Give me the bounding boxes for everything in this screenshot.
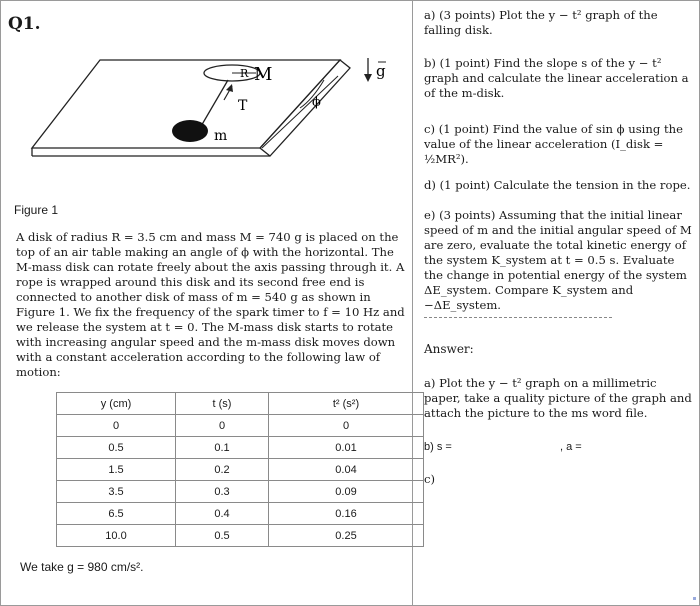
- table-cell: 1.5: [57, 459, 176, 481]
- answer-heading: Answer:: [424, 342, 474, 356]
- figure-1-diagram: [0, 0, 412, 200]
- part-c: c) (1 point) Find the value of sin ϕ using the value of the linear acceleration (I_disk = ½MR²).: [424, 122, 683, 166]
- table-header-row: [57, 393, 424, 415]
- header-t2: t² (s²): [269, 393, 424, 415]
- table-cell: 0.04: [269, 459, 424, 481]
- problem-text: A disk of radius R = 3.5 cm and mass M = 740 g is placed on the top of an air table making an angle of ϕ with the horizontal. The M-mass disk can rotate freely about the axis passing through it. A rope is wrapped around this disk and its second free end is connected to another disk of mass of m = 540 g as shown in Figure 1. We fix the frequency of the spark timer to f = 10 Hz and we release the system at t = 0. The M-mass disk starts to rotate with increasing angular speed and the m-mass disk moves down with a constant acceleration according to the following law of motion:: [16, 230, 405, 379]
- label-phi: ϕ: [312, 95, 321, 110]
- part-d: d) (1 point) Calculate the tension in the rope.: [424, 178, 691, 192]
- header-y: y (cm): [57, 393, 176, 415]
- table-cell: 0.2: [176, 459, 269, 481]
- table-cell: 0.1: [176, 437, 269, 459]
- table-cell: 0.4: [176, 503, 269, 525]
- table-cell: 0.5: [176, 525, 269, 547]
- header-t: t (s): [176, 393, 269, 415]
- answer-b-a-label: , a =: [560, 441, 582, 453]
- table-cell: 0.5: [57, 437, 176, 459]
- section-divider: [424, 317, 612, 318]
- table-cell: 0.16: [269, 503, 424, 525]
- table-row: [57, 503, 424, 525]
- corner-mark: [693, 597, 696, 600]
- table-row: [57, 525, 424, 547]
- label-R: R: [240, 67, 249, 80]
- table-row: [57, 415, 424, 437]
- part-b: b) (1 point) Find the slope s of the y − t² graph and calculate the linear acceleration a of the m-disk.: [424, 56, 689, 100]
- answer-b-label: b) s =: [424, 441, 452, 453]
- part-a: a) (3 points) Plot the y − t² graph of the falling disk.: [424, 8, 658, 37]
- table-row: [57, 481, 424, 503]
- figure-caption: Figure 1: [14, 203, 59, 217]
- air-table-side: [260, 60, 350, 156]
- table-cell: 0.09: [269, 481, 424, 503]
- label-T: T: [238, 98, 248, 114]
- label-M: M: [254, 64, 273, 85]
- part-e: e) (3 points) Assuming that the initial linear speed of m and the initial angular speed of M are zero, evaluate the total kinetic energy of the system K_system at t = 0.5 s. Evaluate the change in potential energy of the system ΔE_system. Compare K_system and −ΔE_system.: [424, 208, 692, 312]
- rope: [200, 80, 228, 128]
- data-table: [56, 392, 424, 547]
- question-label: Q1.: [8, 14, 41, 34]
- table-cell: 3.5: [57, 481, 176, 503]
- table-cell: 0.3: [176, 481, 269, 503]
- table-cell: 6.5: [57, 503, 176, 525]
- table-row: [57, 437, 424, 459]
- table-cell: 0.01: [269, 437, 424, 459]
- answer-a: a) Plot the y − t² graph on a millimetric paper, take a quality picture of the graph and attach the picture to the ms word file.: [424, 376, 692, 420]
- table-cell: 0: [57, 415, 176, 437]
- table-cell: 0.25: [269, 525, 424, 547]
- table-cell: 0: [269, 415, 424, 437]
- table-cell: 0: [176, 415, 269, 437]
- label-g: g: [376, 62, 386, 80]
- gravity-note: We take g = 980 cm/s².: [20, 560, 144, 574]
- label-m: m: [214, 128, 228, 144]
- answer-c-label: c): [424, 472, 436, 486]
- table-cell: 10.0: [57, 525, 176, 547]
- disk-m: [172, 120, 208, 142]
- table-row: [57, 459, 424, 481]
